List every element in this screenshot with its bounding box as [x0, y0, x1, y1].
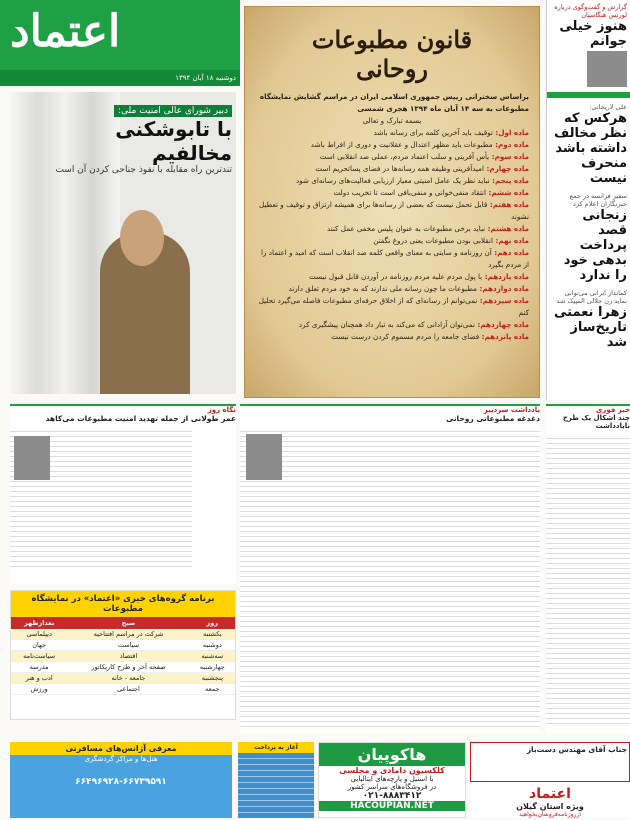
- schedule-cell: سیاست: [67, 640, 189, 651]
- article-label: ماده نهم:: [492, 236, 529, 245]
- schedule-title: برنامه گروه‌های خبری «اعتماد» در نمایشگاه مطبوعات: [11, 591, 235, 617]
- lower-col-3[interactable]: [546, 404, 630, 734]
- hero-subtitle: تندترین راه مقابله با نفوذ جناحی کردن آن است: [55, 165, 232, 175]
- article-label: ماده پانزدهم:: [479, 332, 529, 341]
- article-text: نمی‌توانم از رسانه‌ای که از اخلاق حرفه‌ای مطبوعات فاصله می‌گیرد تحلیل کنم: [258, 296, 529, 317]
- schedule-row: [11, 673, 235, 684]
- lower-col-3-text: [546, 434, 630, 724]
- right-item-4[interactable]: [547, 286, 630, 353]
- parchment-article-item: [255, 331, 529, 343]
- schedule-row: [11, 662, 235, 673]
- parchment-article-item: [255, 295, 529, 319]
- article-text: مطبوعات ما چون رسانه ملی ندارند که به خود مردم تعلق دارند: [288, 284, 477, 293]
- schedule-cell: شرکت در مراسم افتتاحیه: [67, 629, 189, 640]
- parchment-articles: [245, 127, 539, 343]
- schedule-row: [11, 651, 235, 662]
- schedule-row: [11, 684, 235, 695]
- article-label: ماده هشتم:: [485, 224, 529, 233]
- article-text: نمی‌توان آزادانی که می‌کند به تبار داد همچنان پیشگیری کرد: [298, 320, 475, 329]
- lower-col-1-title: عمر طولانی از جمله تهدید امنیت مطبوعات می‌کاهد: [45, 414, 236, 423]
- right-item-3-kicker: سفیر فرانسه در جمع خبرنگاران اعلام کرد: [569, 192, 627, 208]
- parchment-title-2: روحانی: [355, 54, 428, 83]
- schedule-cell: دوشنبه: [190, 640, 235, 651]
- parchment-article-item: [255, 163, 529, 175]
- parchment-intro: براساس سخنرانی رییس جمهوری اسلامی ایران در مراسم گشایش نمایشگاه مطبوعات به سه ۱۴ آبان ماه ۱۳۹۴ هجری شمسی: [259, 92, 529, 113]
- schedule-header: روز: [190, 617, 235, 629]
- right-item-3[interactable]: [547, 189, 630, 286]
- parchment-article-item: [255, 199, 529, 223]
- hacoupian-brand: هاکوپیان: [319, 743, 465, 766]
- lower-col-2-label: یادداشت سردبیر: [483, 406, 540, 414]
- right-item-2[interactable]: [547, 100, 630, 189]
- right-item-4-title: زهرا نعمتی تاریخ‌ساز شد: [554, 305, 627, 350]
- article-label: ماده هفتم:: [487, 200, 529, 209]
- parchment-article-item: [255, 175, 529, 187]
- article-label: ماده چهاردهم:: [474, 320, 529, 329]
- article-text: آن روزنامه و سایتی به معنای واقعی کلمه ضد انقلاب است که امید و اعتماد را از مردم بگیرد: [261, 248, 529, 269]
- travel-ad-phone: ۶۶۴۹۶۹۲۸-۶۶۷۳۹۵۹۱: [75, 777, 167, 787]
- schedule-cell: جهان: [11, 640, 67, 651]
- schedule-cell: ورزش: [11, 684, 67, 695]
- article-text: انتقاد منفی‌خوانی و منفی‌بافی است تا تخریب دولت: [333, 188, 487, 197]
- travel-ad[interactable]: [10, 742, 232, 818]
- listing-lines: [238, 753, 314, 813]
- article-text: فضای جامعه را مردم مسموم کردن درست نیست: [331, 332, 480, 341]
- parchment-article-item: [255, 139, 529, 151]
- gilan-title: ویژه استان گیلان: [516, 802, 584, 811]
- right-item-3-title: زنجانی قصد پرداخت بدهی خود را ندارد: [563, 208, 627, 283]
- article-text: توقیف باید آخرین کلمه برای رسانه باشد: [373, 128, 493, 137]
- article-label: ماده دهم:: [491, 248, 529, 257]
- travel-ad-title: معرفی آژانس‌های مسافرتی: [10, 742, 232, 755]
- hacoupian-url[interactable]: HACOUPIAN.NET: [319, 801, 465, 811]
- schedule-header: صبح: [67, 617, 189, 629]
- parchment-article-item: [255, 271, 529, 283]
- article-label: ماده ششم:: [486, 188, 529, 197]
- hero-headline[interactable]: [32, 98, 232, 175]
- schedule-cell: اقتصاد: [67, 651, 189, 662]
- person-face: [120, 210, 164, 266]
- parchment-article-item: [255, 223, 529, 235]
- schedule-cell: جمعه: [190, 684, 235, 695]
- article-text: امیدآفرینی وظیفه همه رسانه‌ها در فضای پساتحریم است: [315, 164, 484, 173]
- schedule-grid: [11, 617, 235, 695]
- article-text: یأس آفرینی و سلب اعتماد مردم، عملی ضد انقلابی است: [319, 152, 490, 161]
- parchment-article-item: [255, 187, 529, 199]
- parchment-title-1: قانون مطبوعات: [311, 25, 473, 54]
- article-label: ماده پنجم:: [489, 176, 529, 185]
- schedule-cell: صفحه آخر و طرح کاریکاتور: [67, 662, 189, 673]
- right-item-1-kicker: گزارش و گفت‌وگوی درباره لورنس هنگاسیان: [554, 3, 627, 19]
- article-text: مطبوعات باید مظهر اعتدال و عقلانیت و دوری از افراط باشد: [310, 140, 493, 149]
- schedule-cell: جامعه - خانه: [67, 673, 189, 684]
- lower-col-3-title: چند اشکال یک طرح نا‌یادداشت: [562, 414, 630, 430]
- dateline: دوشنبه ۱۸ آبان ۱۳۹۴: [0, 70, 240, 86]
- right-ads[interactable]: [470, 742, 630, 818]
- article-text: نباید نظر یک عامل امنیتی معیار ارزیابی فعالیت‌های رسانه‌ای شود: [295, 176, 490, 185]
- parchment-article-item: [255, 283, 529, 295]
- schedule-table: [10, 590, 236, 720]
- parchment-article-item: [255, 151, 529, 163]
- lower-col-1-label: نگاه روز: [207, 406, 236, 414]
- hacoupian-line3: در فروشگاه‌های سراسر کشور: [347, 783, 437, 791]
- right-item-1-title: هنوز خیلی جوانم: [559, 19, 627, 49]
- hero-title: با تابوشکنی مخالفیم: [115, 117, 232, 165]
- schedule-header: بعدازظهر: [11, 617, 67, 629]
- article-label: ماده دوازدهم:: [476, 284, 529, 293]
- listing-ad-header: آغاز به پرداخت: [238, 742, 314, 753]
- gilan-sub: ازروزنامه‌فروشان‌بخواهید: [519, 811, 581, 818]
- travel-ad-sub: هتل‌ها و مراکز گردشگری: [84, 755, 158, 763]
- listing-ad[interactable]: [238, 742, 314, 818]
- columnist-photo: [14, 436, 50, 480]
- lower-col-2-title: دغدغه مطبوعاتی روحانی: [446, 414, 540, 423]
- article-text: با پول مردم علیه مردم روزنامه در آوردن قابل قبول نیست: [308, 272, 483, 281]
- schedule-cell: ادب و هنر: [11, 673, 67, 684]
- parchment-article-item: [255, 127, 529, 139]
- schedule-cell: اجتماعی: [67, 684, 189, 695]
- article-label: ماده چهارم:: [484, 164, 529, 173]
- parchment-article-item: [255, 247, 529, 271]
- schedule-cell: سه‌شنبه: [190, 651, 235, 662]
- parchment-article-item: [255, 319, 529, 331]
- schedule-row: [11, 629, 235, 640]
- gilan-ad: [470, 786, 630, 818]
- article-text: قابل تحمل نیست که بعضی از رسانه‌ها برای همیشه ارتزاق و توقیف و تعطیل نشوند: [259, 200, 529, 221]
- right-column: [546, 0, 630, 400]
- schedule-cell: دیپلماسی: [11, 629, 67, 640]
- right-item-1[interactable]: [547, 0, 630, 90]
- hero-photo: [10, 92, 236, 394]
- article-label: ماده سیزدهم:: [477, 296, 529, 305]
- schedule-cell: سیاست‌نامه: [11, 651, 67, 662]
- schedule-row: [11, 640, 235, 651]
- hacoupian-line1: کلکسیون دامادی و مجلسی: [339, 766, 445, 775]
- lower-col-3-label: خبر فوری: [595, 406, 630, 414]
- schedule-cell: یکشنبه: [190, 629, 235, 640]
- hacoupian-phone: ۰۲۱-۸۸۸۳۴۱۲: [362, 791, 422, 801]
- editor-photo: [246, 434, 282, 480]
- hero-kicker: دبیر شورای عالی امنیت ملی:: [114, 105, 232, 117]
- hacoupian-line2: با استیل و پارچه‌های ایتالیایی: [350, 775, 434, 783]
- article-label: ماده سوم:: [489, 152, 529, 161]
- right-item-2-kicker: علی لاریجانی:: [589, 103, 627, 111]
- schedule-cell: چهارشنبه: [190, 662, 235, 673]
- condolence-ad: جناب آقای مهندس دست‌باز: [470, 742, 630, 782]
- lower-col-2[interactable]: [240, 404, 540, 734]
- lower-col-2-text: [240, 427, 540, 727]
- right-item-1-photo: [587, 51, 627, 87]
- article-label: ماده اول:: [492, 128, 529, 137]
- newspaper-logo[interactable]: اعتماد: [10, 6, 121, 57]
- divider: [547, 92, 630, 98]
- schedule-cell: پنجشنبه: [190, 673, 235, 684]
- right-item-2-title: هرکس که نظر مخالف داشته باشد منحرف نیست: [554, 111, 627, 186]
- article-label: ماده یازدهم:: [482, 272, 529, 281]
- parchment-article[interactable]: [244, 6, 540, 398]
- gilan-logo: اعتماد: [529, 786, 571, 802]
- right-item-4-kicker: کمانداز ایرانی می‌توانی نماید زن جلالی المپیک شد: [556, 289, 627, 305]
- article-text: نباید برخی مطبوعات به عنوان پلیس مخفی عمل کنند: [326, 224, 486, 233]
- hacoupian-ad[interactable]: [318, 742, 466, 818]
- article-text: انقلابی بودن مطبوعات یعنی دروغ نگفتن: [373, 236, 493, 245]
- lower-col-1[interactable]: [10, 404, 236, 584]
- parchment-article-item: [255, 235, 529, 247]
- schedule-cell: مدرسه: [11, 662, 67, 673]
- article-label: ماده دوم:: [492, 140, 529, 149]
- parchment-motto: بسمه تبارک و تعالی: [362, 116, 422, 125]
